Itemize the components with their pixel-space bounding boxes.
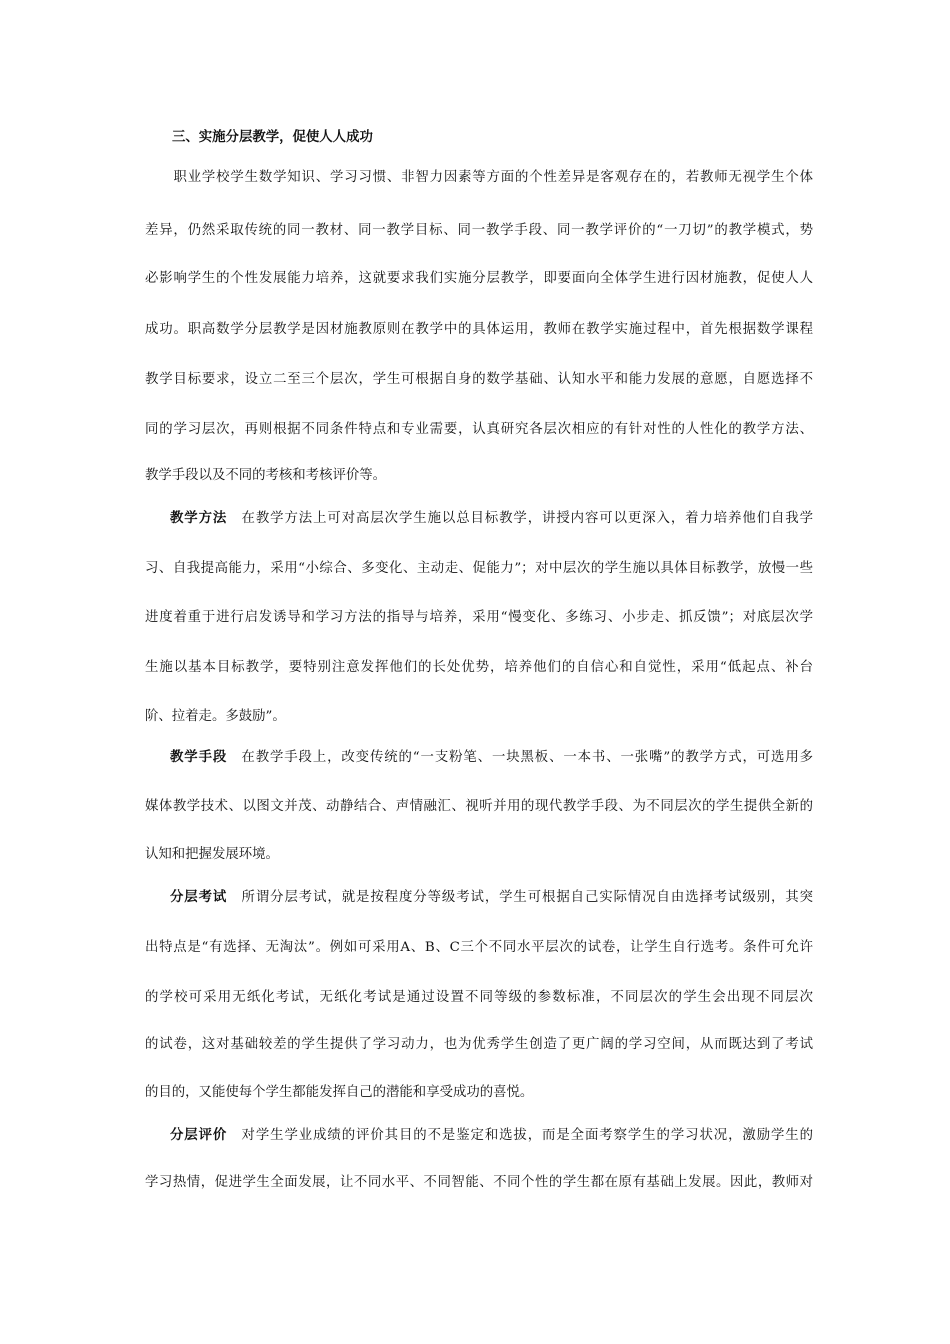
term-teaching-method: 教学方法	[170, 511, 228, 526]
paragraph-2-line-2: 习、自我提高能力，采用“小综合、多变化、主动走、促能力”；对中层次的学生施以具体目标教学，放慢一些	[145, 561, 813, 576]
paragraph-3-line-3: 认知和把握发展环境。	[145, 847, 279, 862]
paragraph-4-line-5: 的目的，又能使每个学生都能发挥自己的潜能和享受成功的喜悦。	[145, 1085, 534, 1100]
paragraph-2-line-5: 阶、拉着走。多鼓励”。	[145, 709, 286, 724]
paragraph-4-line-4: 的试卷，这对基础较差的学生提供了学习动力，也为优秀学生创造了更广阔的学习空间，从而既达到了考试	[145, 1037, 813, 1052]
paragraph-4-line-2: 出特点是“有选择、无淘汰”。例如可采用A、B、C三个不同水平层次的试卷，让学生自行选考。条件可允许	[145, 940, 813, 955]
paragraph-2-line-3: 进度着重于进行启发诱导和学习方法的指导与培养，采用“慢变化、多练习、小步走、抓反馈”；对底层次学	[145, 610, 813, 625]
paragraph-4-line-1-text: 所谓分层考试，就是按程度分等级考试，学生可根据自己实际情况自由选择考试级别，其突	[227, 890, 814, 905]
paragraph-1-line-3: 必影响学生的个性发展能力培养，这就要求我们实施分层教学，即要面向全体学生进行因材施教，促使人人	[145, 271, 813, 286]
paragraph-4-line-1	[170, 886, 813, 905]
paragraph-3-line-1	[170, 746, 813, 765]
paragraph-2-line-1-text: 在教学方法上可对高层次学生施以总目标教学，讲授内容可以更深入，着力培养他们自我学	[227, 511, 814, 526]
paragraph-3-line-1-text: 在教学手段上，改变传统的“一支粉笔、一块黑板、一本书、一张嘴”的教学方式，可选用多	[227, 750, 813, 765]
paragraph-3-line-2: 媒体教学技术、以图文并茂、动静结合、声情融汇、视听并用的现代教学手段、为不同层次的学生提供全新的	[145, 799, 813, 814]
paragraph-2-line-1	[170, 507, 813, 526]
paragraph-1-line-6: 同的学习层次，再则根据不同条件特点和专业需要，认真研究各层次相应的有针对性的人性化的教学方法、	[145, 422, 813, 437]
paragraph-1-line-4: 成功。职高数学分层教学是因材施教原则在教学中的具体运用，教师在教学实施过程中，首先根据数学课程	[145, 322, 813, 337]
paragraph-1-line-1: 职业学校学生数学知识、学习习惯、非智力因素等方面的个性差异是客观存在的，若教师无视学生个体	[145, 170, 813, 185]
term-tiered-exam: 分层考试	[170, 890, 228, 905]
paragraph-5-line-1	[170, 1124, 813, 1143]
paragraph-4-line-3: 的学校可采用无纸化考试，无纸化考试是通过设置不同等级的参数标准，不同层次的学生会出现不同层次	[145, 990, 813, 1005]
paragraph-2-line-4: 生施以基本目标教学，要特别注意发挥他们的长处优势，培养他们的自信心和自觉性，采用“低起点、补台	[145, 660, 813, 675]
paragraph-1-line-5: 教学目标要求，设立二至三个层次，学生可根据自身的数学基础、认知水平和能力发展的意愿，自愿选择不	[145, 372, 813, 387]
paragraph-1-line-2: 差异，仍然采取传统的同一教材、同一教学目标、同一教学手段、同一教学评价的“一刀切”的教学模式，势	[145, 223, 813, 238]
paragraph-5-line-2: 学习热情，促进学生全面发展，让不同水平、不同智能、不同个性的学生都在原有基础上发展。因此，教师对	[145, 1175, 813, 1190]
paragraph-5-line-1-text: 对学生学业成绩的评价其目的不是鉴定和选拔，而是全面考察学生的学习状况，激励学生的	[227, 1128, 814, 1143]
term-tiered-evaluation: 分层评价	[170, 1128, 228, 1143]
term-teaching-means: 教学手段	[170, 750, 228, 765]
paragraph-1-line-7: 教学手段以及不同的考核和考核评价等。	[145, 468, 387, 483]
section-heading: 三、实施分层教学，促使人人成功	[172, 130, 373, 145]
